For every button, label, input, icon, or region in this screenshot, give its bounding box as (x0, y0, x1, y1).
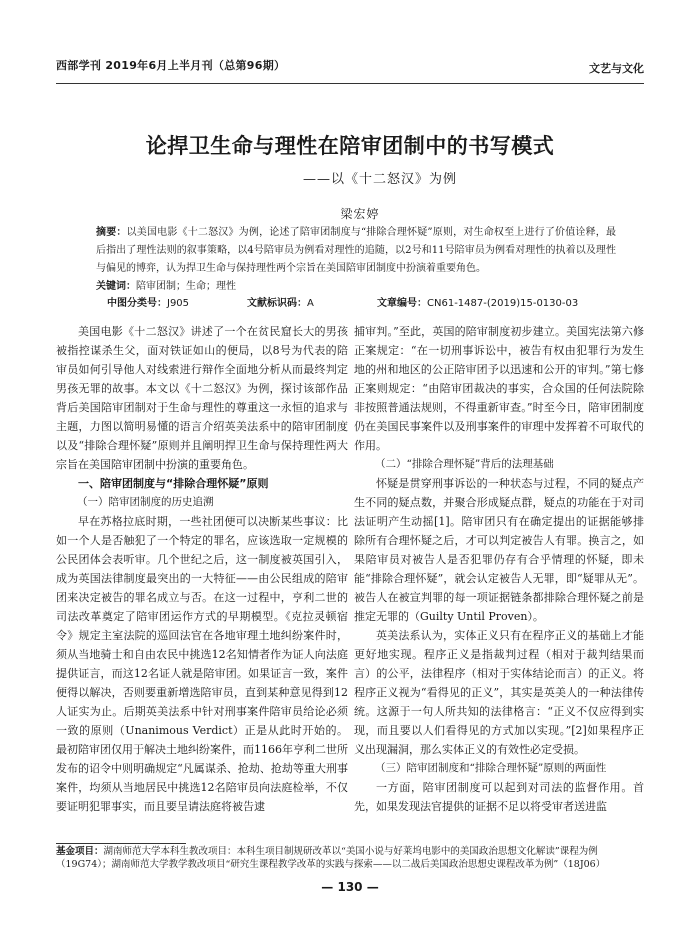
body-column-left (56, 322, 348, 816)
subsection-heading: （二）“排除合理怀疑”背后的法理基础 (375, 458, 554, 470)
journal-header: 西部学刊 2019年6月上半月刊（总第96期） (56, 59, 286, 72)
header-divider (56, 83, 644, 84)
footnote-label: 基金项目： (56, 846, 104, 857)
footnote-text: 湖南师范大学本科生教改项目：本科生项目制规研改革以“美国小说与好莱坞电影中的美国政治思想文化解读”课程为例（19G74）；湖南师范大学教学教改项目“研究生课程教学改革的实践与探索——以二战后美国政治思想史课程改革为例”（18J06） (56, 846, 606, 870)
paragraph: 捕审判。”至此，英国的陪审制度初步建立。美国宪法第六修正案规定：“在一切刑事诉讼中，被告有权由犯罪行为发生地的州和地区的公正陪审团予以迅速和公开的审判。”第七修正案则规定：“由陪审团裁决的事实，合众国的任何法院除非按照普通法规则，不得重新审查。”时至今日，陪审团制度仍在美国民事案件以及刑事案件的审理中发挥着不可取代的作用。 (354, 325, 644, 452)
subsection-heading: （三）陪审团制度和“排除合理怀疑”原则的两面性 (375, 762, 607, 774)
article-title: 论捍卫生命与理性在陪审团制中的书写模式 (145, 134, 555, 158)
subsection-heading: （一）陪审团制度的历史追溯 (77, 496, 214, 508)
abstract-text: 以美国电影《十二怒汉》为例，论述了陪审团制度与“排除合理怀疑”原则，对生命权至上进行了价值诠释，最后指出了理性法则的叙事策略，以4号陪审员为例看对理性的追随，以2号和11号陪审员为例看对理性的执着以及理性与偏见的博弈，认为捍卫生命与保持理性两个宗旨在美国陪审团制度中扮演着重要角色。 (96, 227, 616, 274)
paragraph: 美国电影《十二怒汉》讲述了一个在贫民窟长大的男孩被指控谋杀生父，面对铁证如山的便局，以8号为代表的陪审员如何引导他人对线索进行辩作全面地分析从而最终判定男孩无罪的故事。本文以《十二怒汉》为例，探讨该部作品背后美国陪审团制对于生命与理性的尊重这一永恒的追求与主题，力图以简明易懂的语言介绍英美法系中的陪审团制度以及“排除合理怀疑”原则并且阐明捍卫生命与保持理性两大宗旨在美国陪审团制中扮演的重要角色。 (56, 325, 348, 471)
author-name: 梁宏婷 (340, 207, 380, 221)
paragraph: 怀疑是贯穿刑事诉讼的一种状态与过程，不同的疑点产生不同的疑点数，并聚合形成疑点群，疑点的功能在于对司法证明产生动摇[1]。陪审团只有在确定提出的证据能够排除所有合理怀疑之后，才可以判定被告人有罪。换言之，如果陪审员对被告人是否犯罪仍存有合乎情理的怀疑，即未能“排除合理怀疑”，就会认定被告人无罪，即“疑罪从无”。被告人在被宣判罪的每一项证据链条都排除合理怀疑之前是推定无罪的（Guilty Until Proven）。 (354, 477, 644, 623)
article-number: 文章编号：CN61-1487-(2019)15-0130-03 (377, 298, 579, 309)
keywords-text: 陪审团制；生命；理性 (136, 281, 236, 292)
section-label: 文艺与文化 (589, 62, 644, 75)
keywords-label: 关键词： (96, 281, 136, 292)
classification-line (107, 296, 627, 312)
abstract (96, 224, 616, 278)
abstract-label: 摘要： (96, 227, 127, 238)
footnote-divider (56, 843, 186, 844)
paragraph: 英美法系认为，实体正义只有在程序正义的基础上才能更好地实现。程序正义是指裁判过程（相对于裁判结果而言）的公平，法律程序（相对于实体结论而言）的正义。将程序正义视为“看得见的正义”，其实是英美人的一种法律传统。这源于一句人所共知的法律格言：“正义不仅应得到实现，而且要以人们看得见的方式加以实现。”[2]如果程序正义出现漏洞，那么实体正义的有效性必定受损。 (354, 629, 644, 756)
keywords (96, 279, 616, 295)
body-column-right (354, 322, 644, 816)
funding-footnote (56, 845, 646, 871)
section-heading: 一、陪审团制度与“排除合理怀疑”原则 (78, 477, 269, 490)
document-code: 文献标识码：A (247, 298, 314, 309)
clc-number: 中图分类号：J905 (107, 298, 190, 309)
paragraph: 早在苏格拉底时期，一些社团便可以决断某些事议：比如一个人是否触犯了一个特定的罪名，应该选取一定规模的公民团体会表听审。几个世纪之后，这一制度被英国引入，成为英国法律制度最突出的一大特征——由公民组成的陪审团来决定被告的罪名成立与否。在这一过程中，亨利二世的司法改革奠定了陪审团运作方式的早期模型。《克拉灵顿宿令》规定主室法院的巡回法官在各地审理土地纠纷案件时，须从当地骑士和自由农民中挑选12名知情者作为证人向法庭提供证言，而这12名证人就是陪审团。如果证言一致，案件便得以解决，否则要重新增选陪审员，直到某种意见得到12人证实为止。后期英美法系中针对刑事案件陪审员给论必须一致的原则（Unanimous Verdict）正是从此时开始的。最初陪审团仅用于解决土地纠纷案件，而1166年亨利二世所发布的诏令中则明确规定“凡属谋杀、抢劫、抢劫等重大刑事案件，均须从当地居民中挑选12名陪审员向法庭检举，不仅要证明犯罪事实，而且要呈请法庭将被告逮 (56, 515, 348, 813)
article-subtitle: ——以《十二怒汉》为例 (302, 172, 457, 187)
page-number: — 130 — (321, 880, 379, 894)
paragraph: 一方面，陪审团制度可以起到对司法的监督作用。首先，如果发现法官提供的证据不足以将受审者送进监 (354, 781, 644, 813)
